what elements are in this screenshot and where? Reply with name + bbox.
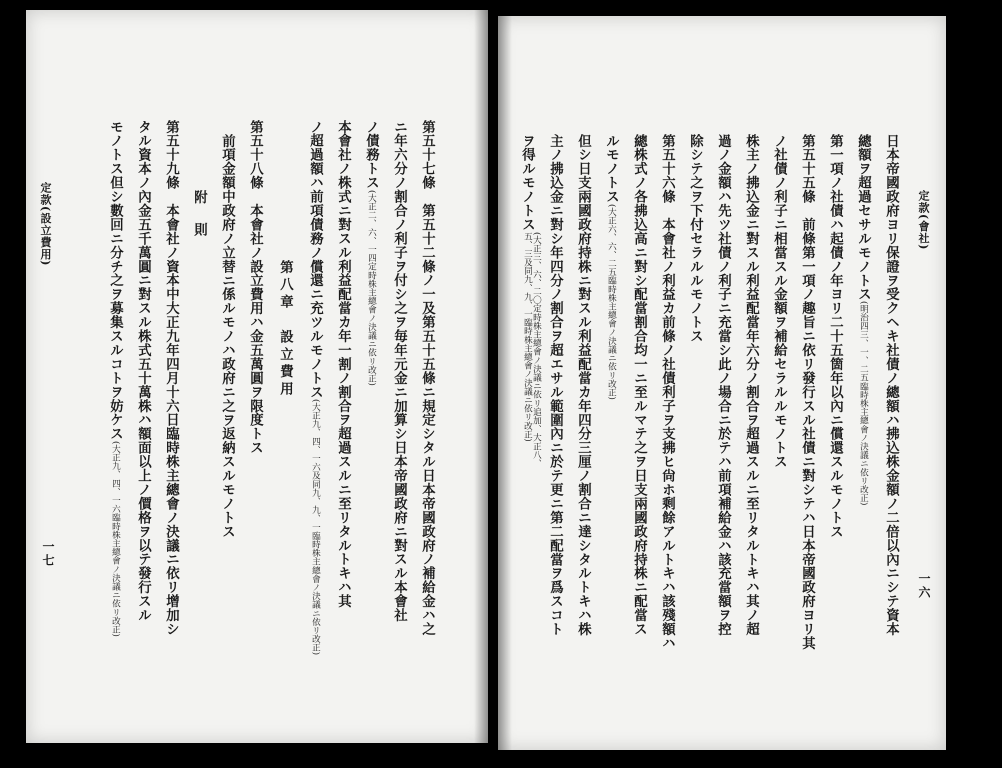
- left-text-line: タル資本ノ內金五千萬圓ニ對スル株式五十萬株ハ額面以上ノ價格ヲ以テ發行スル: [135, 120, 152, 623]
- right-page: [498, 16, 946, 750]
- right-text-line: 第一項ノ社債ハ起債ノ年ヨリ二十五箇年以內ニ償還スルモノトス: [827, 134, 844, 539]
- amendment-note: (大正九、四、一六及同九、九、一臨時株主總會ノ決議ニ依リ改正): [310, 399, 321, 656]
- amendment-note: (明治四三、一、二五臨時株主總會ノ決議ニ依リ改正): [858, 301, 869, 506]
- left-page-gutter-shadow: [474, 10, 488, 743]
- right-text-line: ヲ得ルモノトス(大正三、六、二〇定時株主總會ノ決議ニ依リ追加、大正八、五、三及同九、九、一臨時株主總會ノ決議ニ依リ改正): [520, 134, 540, 472]
- left-text-line: 本會社ノ株式ニ對スル利益配當カ年一割ノ割合ヲ超過スルニ至リタルトキハ其: [335, 120, 352, 609]
- amendment-note: (大正三、六、二〇定時株主總會ノ決議ニ依リ追加、大正八、五、三及同九、九、一臨時株主總會ノ決議ニ依リ改正): [522, 231, 542, 468]
- chapter-heading: 第八章 設立費用: [277, 260, 294, 400]
- left-text-line: 第五十九條 本會社ノ資本中大正九年四月十六日臨時株主總會ノ決議ニ依リ增加シ: [163, 120, 180, 637]
- left-text-line: 前項金額中政府ノ立替ニ係ルモノハ政府ニ之ヲ返納スルモノトス: [219, 134, 236, 539]
- right-text-line: 第五十六條 本會社ノ利益カ前條ノ社債利子ヲ支拂ヒ尙ホ剩餘アルトキハ該殘額ハ: [659, 134, 676, 651]
- left-text-line: ノ超過額ハ前項債務ノ償還ニ充ツルモノトス(大正九、四、一六及同九、九、一臨時株主總會ノ決議ニ依リ改正): [307, 120, 324, 656]
- right-running-head: 定款(會社): [917, 190, 930, 251]
- right-text-line: ルモノトス(大正六、六、二五臨時株主總會ノ決議ニ依リ改正): [603, 134, 620, 400]
- left-running-head: 定款(設立費用): [39, 182, 52, 267]
- right-text-line: 主ノ拂込金ニ對シ年四分ノ割合ヲ超エサル範圍內ニ於テ更ニ第二配當ヲ爲スコト: [547, 134, 564, 637]
- right-text-line: 總株式ノ各拂込高ニ對シ配當割合均一ニ至ルマテ之ヲ日支兩國政府持株ニ配當ス: [631, 134, 648, 637]
- left-text-line: ノ債務トス(大正二、六、一四定時株主總會ノ決議ニ依リ改正): [363, 120, 380, 386]
- right-text-line: 過ノ金額ハ先ツ社債ノ利子ニ充當シ此ノ場合ニ於テハ前項補給金ハ該充當額ヲ控: [715, 134, 732, 637]
- amendment-note: (大正二、六、一四定時株主總會ノ決議ニ依リ改正): [366, 189, 377, 386]
- right-text-line: 日本帝國政府ヨリ保證ヲ受クヘキ社債ノ總額ハ拂込株金額ノ二倍以內ニシテ資本: [883, 134, 900, 637]
- right-page-number: 一六: [917, 572, 931, 600]
- right-text-line: ノ社債ノ利子ニ相當スル金額ヲ補給セラルルモノトス: [771, 134, 788, 469]
- right-text-line: 除シテ之ヲ下付セラルルモノトス: [687, 134, 704, 344]
- amendment-note: (大正九、四、一六臨時株主總會ノ決議ニ依リ改正): [110, 440, 121, 637]
- left-text-line: 第五十八條 本會社ノ設立費用ハ金五萬圓ヲ限度トス: [247, 120, 264, 455]
- left-text-line: モノトス但シ數回ニ分チ之ヲ募集スルコトヲ妨ケス(大正九、四、一六臨時株主總會ノ決議ニ依リ改正): [107, 120, 124, 637]
- right-page-gutter-shadow: [498, 16, 512, 750]
- right-text-line: 第五十五條 前條第一項ノ趣旨ニ依リ發行スル社債ニ對シテハ日本帝國政府ヨリ其: [799, 134, 816, 651]
- left-text-line: 第五十七條 第五十二條ノ一及第五十五條ニ規定シタル日本帝國政府ノ補給金ハ之: [419, 120, 436, 637]
- left-page: [26, 10, 488, 743]
- left-page-number: 一七: [41, 540, 55, 568]
- left-text-line: ニ年六分ノ割合ノ利子ヲ付シ之ヲ毎年元金ニ加算シ日本帝國政府ニ對スル本會社: [391, 120, 408, 623]
- right-text-line: 株主ノ拂込金ニ對スル利益配當年六分ノ割合ヲ超過スルニ至リタルトキハ其ノ超: [743, 134, 760, 637]
- right-text-line: 但シ日支兩國政府持株ニ對スル利益配當カ年四分三厘ノ割合ニ達シタルトキハ株: [575, 134, 592, 637]
- amendment-note: (大正六、六、二五臨時株主總會ノ決議ニ依リ改正): [606, 203, 617, 400]
- right-text-line: 總額ヲ超過セサルモノトス(明治四三、一、二五臨時株主總會ノ決議ニ依リ改正): [855, 134, 872, 506]
- section-heading: 附 則: [191, 190, 208, 240]
